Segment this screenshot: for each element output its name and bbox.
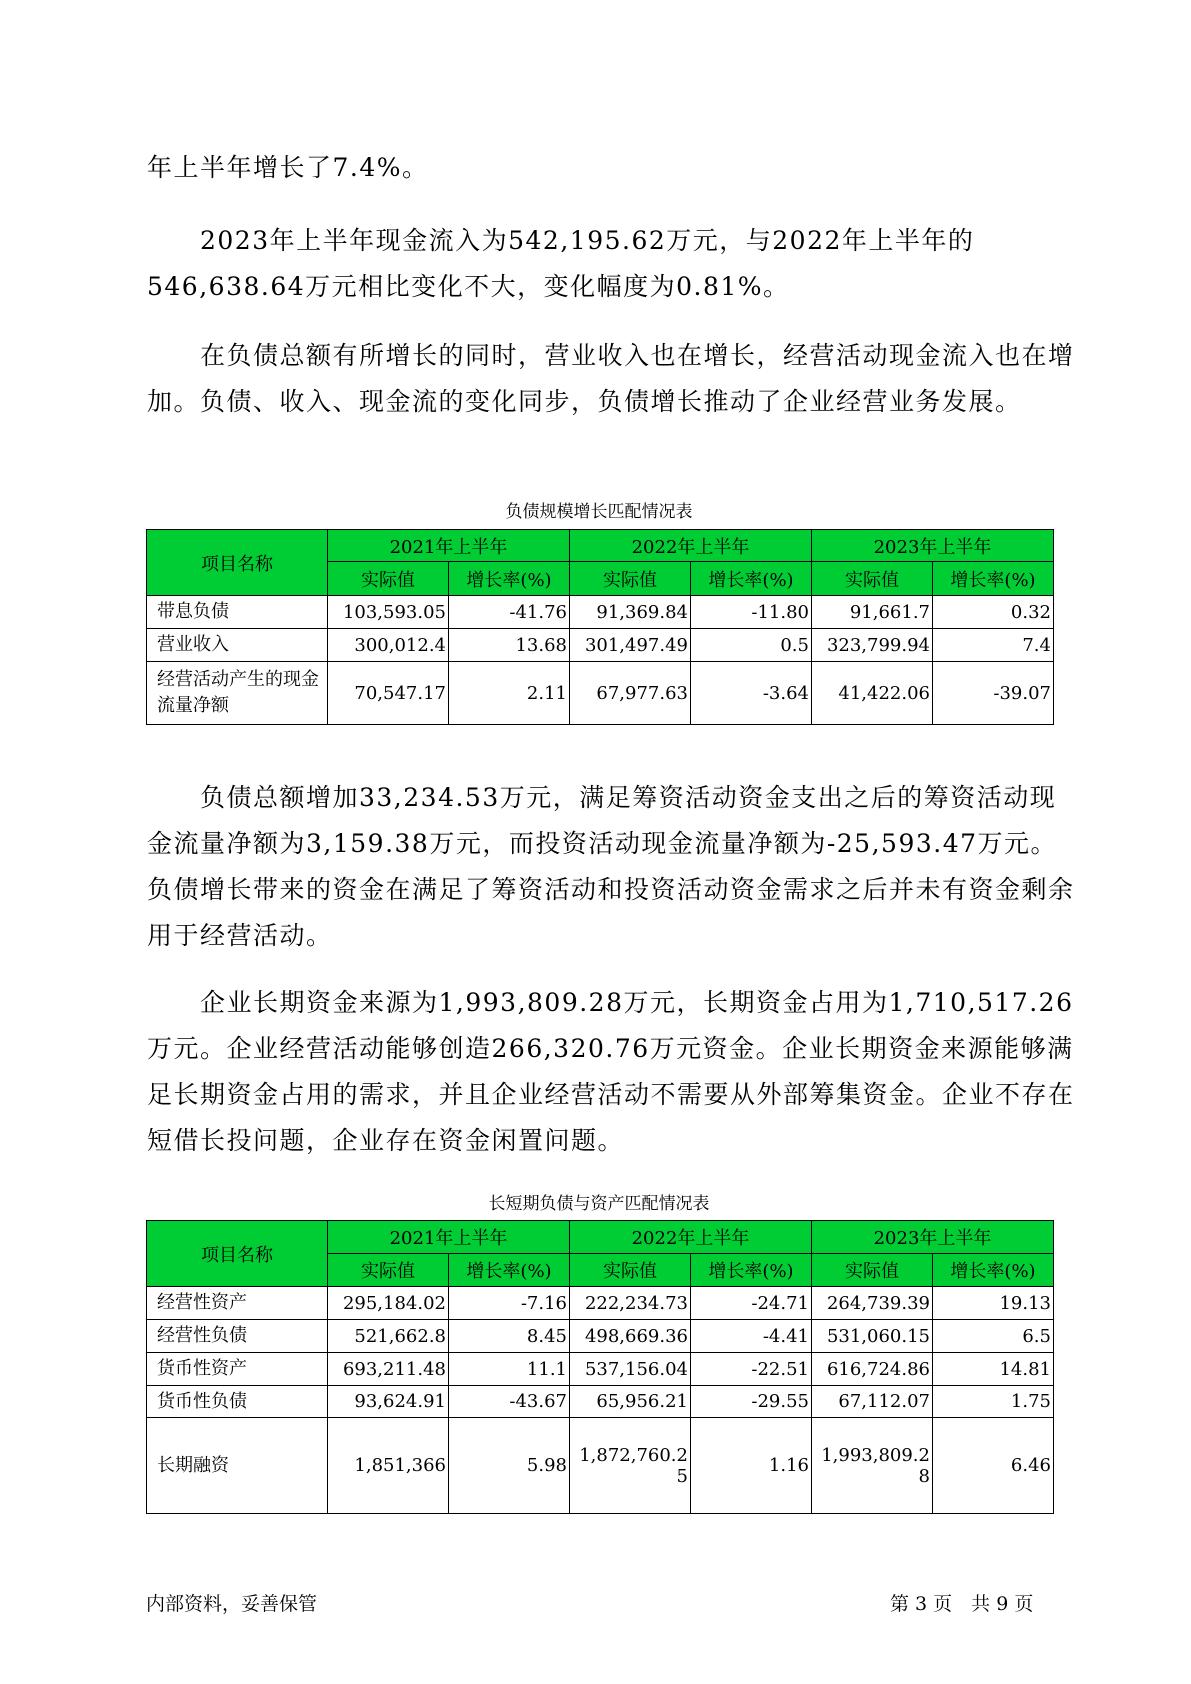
cell-value: 13.68 [449,629,570,662]
cell-value: 264,739.39 [812,1287,933,1320]
table-row [147,596,1054,629]
debt-scale-table [146,529,1054,725]
cell-value: -41.76 [449,596,570,629]
table-row [147,1287,1054,1320]
header-item-name: 项目名称 [147,1221,328,1287]
cell-value: 0.32 [933,596,1054,629]
header-year: 2022年上半年 [570,530,812,562]
row-label: 经营性资产 [147,1287,328,1320]
row-label: 营业收入 [147,629,328,662]
cell-value: 5.98 [449,1418,570,1514]
header-actual: 实际值 [328,1254,449,1287]
paragraph-3: 在负债总额有所增长的同时，营业收入也在增长，经营活动现金流入也在增加。负债、收入、现金流的变化同步，负债增长推动了企业经营业务发展。 [147,341,1075,416]
row-label: 经营活动产生的现金流量净额 [147,662,328,725]
cell-value: 1,851,366 [328,1418,449,1514]
header-actual: 实际值 [812,1254,933,1287]
header-growth: 增长率(%) [691,1254,812,1287]
cell-value: 301,497.49 [570,629,691,662]
header-year: 2022年上半年 [570,1221,812,1254]
row-label: 货币性资产 [147,1353,328,1386]
cell-value: 1.16 [691,1418,812,1514]
row-label: 带息负债 [147,596,328,629]
table-row [147,629,1054,662]
table2-caption: 长短期负债与资产匹配情况表 [488,1194,710,1214]
header-growth: 增长率(%) [449,562,570,596]
paragraph-5: 企业长期资金来源为1,993,809.28万元，长期资金占用为1,710,517.26万元。企业经营活动能够创造266,320.76万元资金。企业长期资金来源能够满足长期资金占用的需求，并且企业经营活动不需要从外部筹集资金。企业不存在短借长投问题，企业存在资金闲置问题。 [147,988,1075,1155]
cell-value: 8.45 [449,1320,570,1353]
cell-value: -4.41 [691,1320,812,1353]
table-header-row [147,530,1054,562]
cell-value: -7.16 [449,1287,570,1320]
cell-value: 65,956.21 [570,1386,691,1418]
cell-value: 531,060.15 [812,1320,933,1353]
header-actual: 实际值 [570,1254,691,1287]
header-growth: 增长率(%) [691,562,812,596]
paragraph-2: 2023年上半年现金流入为542,195.62万元，与2022年上半年的546,638.64万元相比变化不大，变化幅度为0.81%。 [147,226,975,301]
cell-value: 1,993,809.28 [812,1418,933,1514]
header-growth: 增长率(%) [933,1254,1054,1287]
header-growth: 增长率(%) [933,562,1054,596]
footer-page-number: 第 3 页 共 9 页 [890,1593,1034,1615]
table-row [147,1320,1054,1353]
header-year: 2021年上半年 [328,1221,570,1254]
cell-value: 2.11 [449,662,570,725]
cell-value: -39.07 [933,662,1054,725]
cell-value: -3.64 [691,662,812,725]
header-item-name: 项目名称 [147,530,328,596]
header-actual: 实际值 [812,562,933,596]
cell-value: 91,661.7 [812,596,933,629]
cell-value: 537,156.04 [570,1353,691,1386]
cell-value: 1,872,760.25 [570,1418,691,1514]
cell-value: 693,211.48 [328,1353,449,1386]
header-year: 2023年上半年 [812,530,1054,562]
cell-value: 0.5 [691,629,812,662]
table1-caption: 负债规模增长匹配情况表 [505,502,693,522]
header-actual: 实际值 [570,562,691,596]
cell-value: 616,724.86 [812,1353,933,1386]
header-growth: 增长率(%) [449,1254,570,1287]
cell-value: 41,422.06 [812,662,933,725]
footer-confidential-note: 内部资料，妥善保管 [146,1593,318,1615]
debt-asset-match-table [146,1220,1054,1514]
cell-value: 11.1 [449,1353,570,1386]
cell-value: 19.13 [933,1287,1054,1320]
cell-value: 14.81 [933,1353,1054,1386]
cell-value: -11.80 [691,596,812,629]
cell-value: -22.51 [691,1353,812,1386]
table-row [147,662,1054,725]
header-year: 2021年上半年 [328,530,570,562]
cell-value: 103,593.05 [328,596,449,629]
cell-value: 521,662.8 [328,1320,449,1353]
paragraph-4: 负债总额增加33,234.53万元，满足筹资活动资金支出之后的筹资活动现金流量净额为3,159.38万元，而投资活动现金流量净额为-25,593.47万元。负债增长带来的资金在满足了筹资活动和投资活动资金需求之后并未有资金剩余用于经营活动。 [147,783,1075,950]
header-year: 2023年上半年 [812,1221,1054,1254]
cell-value: 91,369.84 [570,596,691,629]
table-row [147,1418,1054,1514]
cell-value: 6.5 [933,1320,1054,1353]
cell-value: 222,234.73 [570,1287,691,1320]
cell-value: 300,012.4 [328,629,449,662]
paragraph-1: 年上半年增长了7.4%。 [147,153,429,182]
table-row [147,1353,1054,1386]
table-row [147,1386,1054,1418]
cell-value: -29.55 [691,1386,812,1418]
cell-value: 1.75 [933,1386,1054,1418]
cell-value: 67,977.63 [570,662,691,725]
cell-value: 6.46 [933,1418,1054,1514]
cell-value: -43.67 [449,1386,570,1418]
cell-value: 93,624.91 [328,1386,449,1418]
row-label: 经营性负债 [147,1320,328,1353]
cell-value: 7.4 [933,629,1054,662]
row-label: 货币性负债 [147,1386,328,1418]
cell-value: 70,547.17 [328,662,449,725]
cell-value: 323,799.94 [812,629,933,662]
table-header-row [147,1221,1054,1254]
cell-value: 498,669.36 [570,1320,691,1353]
cell-value: -24.71 [691,1287,812,1320]
row-label: 长期融资 [147,1418,328,1514]
header-actual: 实际值 [328,562,449,596]
cell-value: 295,184.02 [328,1287,449,1320]
cell-value: 67,112.07 [812,1386,933,1418]
